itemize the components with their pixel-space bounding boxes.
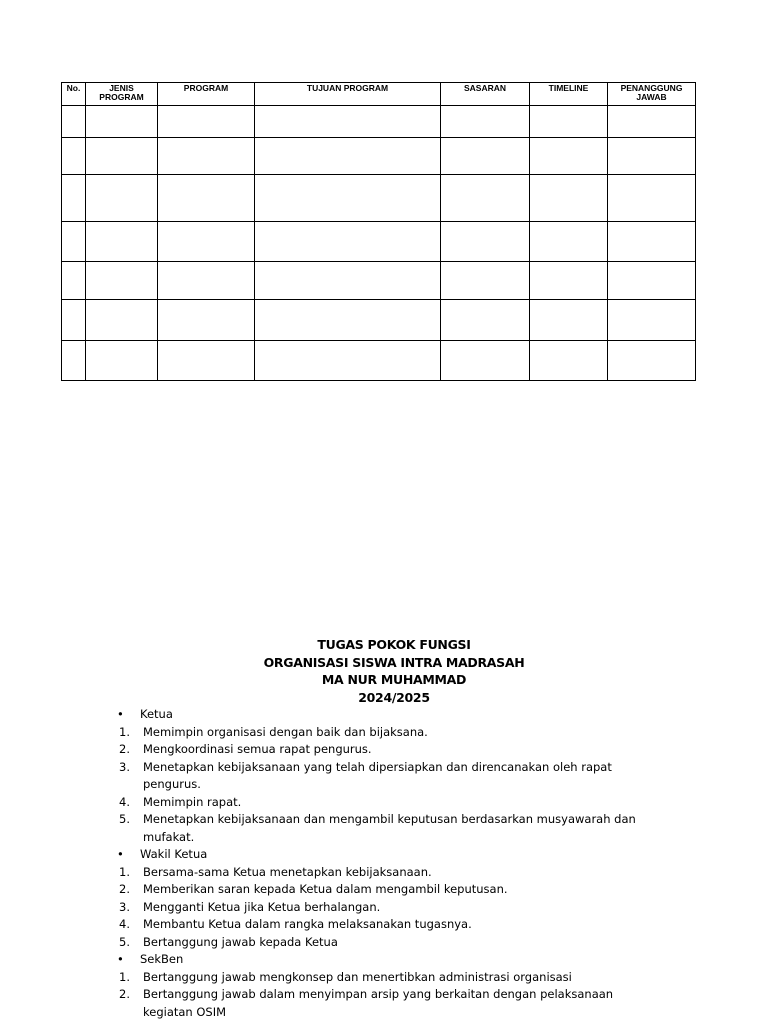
list-item (0, 986, 643, 1021)
cell-tujuan-program (255, 138, 441, 175)
item-number: 3. (119, 759, 130, 774)
table-row (62, 138, 696, 175)
cell-program (158, 222, 255, 262)
list-item (0, 969, 643, 987)
table-row (62, 106, 696, 138)
cell-sasaran (441, 106, 530, 138)
cell-jenis-program (86, 341, 158, 381)
cell-tujuan-program (255, 262, 441, 300)
role-name: SekBen (140, 952, 184, 966)
table-row (62, 300, 696, 341)
list-item (0, 916, 643, 934)
cell-sasaran (441, 262, 530, 300)
list-item (0, 864, 643, 882)
cell-sasaran (441, 300, 530, 341)
table-row (62, 175, 696, 222)
cell-tujuan-program (255, 106, 441, 138)
item-number: 2. (119, 742, 130, 756)
list-item (0, 759, 643, 794)
item-number: 5. (119, 934, 130, 949)
item-number: 2. (119, 987, 130, 1001)
cell-program (158, 300, 255, 341)
cell-no (62, 262, 86, 300)
header-penanggung-jawab: PENANGGUNG JAWAB (608, 83, 696, 106)
cell-jenis-program (86, 262, 158, 300)
cell-program (158, 106, 255, 138)
header-no: No. (62, 83, 86, 106)
role-section (0, 951, 768, 1021)
item-text: Bertanggung jawab mengkonsep dan menertibkan administrasi organisasi (143, 969, 572, 984)
document-title (0, 636, 768, 706)
list-item (0, 811, 643, 846)
cell-no (62, 222, 86, 262)
item-text: Mengkoordinasi semua rapat pengurus. (143, 742, 372, 756)
list-item (0, 741, 643, 759)
cell-timeline (530, 262, 608, 300)
header-tujuan-program: TUJUAN PROGRAM (255, 83, 441, 106)
cell-no (62, 175, 86, 222)
table-row (62, 222, 696, 262)
item-text: Bersama-sama Ketua menetapkan kebijaksanaan. (143, 864, 432, 879)
role-section (0, 846, 768, 951)
cell-penanggung-jawab (608, 106, 696, 138)
cell-no (62, 106, 86, 138)
bullet-icon: • (117, 707, 124, 721)
cell-timeline (530, 175, 608, 222)
cell-timeline (530, 138, 608, 175)
title-line-4: 2024/2025 (358, 689, 430, 705)
list-item (0, 794, 643, 812)
role-heading (0, 951, 768, 969)
cell-jenis-program (86, 175, 158, 222)
cell-program (158, 175, 255, 222)
item-number: 5. (119, 812, 130, 826)
cell-jenis-program (86, 300, 158, 341)
cell-penanggung-jawab (608, 300, 696, 341)
list-item (0, 724, 643, 742)
header-jenis-program: JENIS PROGRAM (86, 83, 158, 106)
cell-tujuan-program (255, 175, 441, 222)
cell-sasaran (441, 222, 530, 262)
header-timeline: TIMELINE (530, 83, 608, 106)
item-text: Menetapkan kebijaksanaan dan mengambil keputusan berdasarkan musyawarah dan mufakat. (143, 812, 636, 844)
title-line-1: TUGAS POKOK FUNGSI (317, 637, 471, 652)
cell-penanggung-jawab (608, 222, 696, 262)
item-text: Memimpin organisasi dengan baik dan bijaksana. (143, 724, 428, 739)
cell-no (62, 300, 86, 341)
cell-tujuan-program (255, 341, 441, 381)
table-row (62, 341, 696, 381)
bullet-icon: • (117, 847, 124, 861)
cell-tujuan-program (255, 222, 441, 262)
item-text: Membantu Ketua dalam rangka melaksanakan tugasnya. (143, 917, 472, 931)
cell-tujuan-program (255, 300, 441, 341)
item-text: Bertanggung jawab dalam menyimpan arsip yang berkaitan dengan pelaksanaan kegiatan OSIM (143, 987, 614, 1019)
cell-penanggung-jawab (608, 138, 696, 175)
cell-no (62, 341, 86, 381)
cell-jenis-program (86, 138, 158, 175)
header-sasaran: SASARAN (441, 83, 530, 106)
cell-sasaran (441, 341, 530, 381)
cell-penanggung-jawab (608, 175, 696, 222)
role-sections (0, 706, 768, 1021)
cell-timeline (530, 106, 608, 138)
title-line-2: ORGANISASI SISWA INTRA MADRASAH (263, 654, 525, 670)
cell-no (62, 138, 86, 175)
item-number: 1. (119, 724, 130, 739)
cell-jenis-program (86, 222, 158, 262)
cell-program (158, 341, 255, 381)
role-heading (0, 706, 768, 724)
cell-jenis-program (86, 106, 158, 138)
role-section (0, 706, 768, 846)
cell-program (158, 262, 255, 300)
cell-program (158, 138, 255, 175)
cell-penanggung-jawab (608, 341, 696, 381)
item-text: Bertanggung jawab kepada Ketua (143, 934, 338, 949)
role-heading (0, 846, 768, 864)
header-program: PROGRAM (158, 83, 255, 106)
cell-sasaran (441, 175, 530, 222)
table-row (62, 262, 696, 300)
role-name: Ketua (140, 707, 173, 721)
list-item (0, 934, 643, 952)
item-number: 4. (119, 794, 130, 809)
list-item (0, 881, 643, 899)
table-header-row (62, 83, 696, 106)
cell-timeline (530, 300, 608, 341)
bullet-icon: • (117, 952, 124, 966)
title-line-3: MA NUR MUHAMMAD (321, 672, 467, 687)
item-number: 1. (119, 864, 130, 879)
cell-timeline (530, 222, 608, 262)
cell-sasaran (441, 138, 530, 175)
item-text: Memimpin rapat. (143, 794, 242, 809)
item-number: 4. (119, 917, 130, 931)
item-number: 2. (119, 882, 130, 896)
program-table (61, 82, 696, 381)
item-number: 3. (119, 899, 130, 914)
tugas-pokok-document (0, 636, 768, 1021)
item-text: Menetapkan kebijaksanaan yang telah dipersiapkan dan direncanakan oleh rapat pengurus. (143, 759, 612, 791)
cell-penanggung-jawab (608, 262, 696, 300)
item-text: Memberikan saran kepada Ketua dalam mengambil keputusan. (143, 882, 508, 896)
item-number: 1. (119, 969, 130, 984)
item-text: Mengganti Ketua jika Ketua berhalangan. (143, 899, 381, 914)
role-name: Wakil Ketua (140, 847, 208, 861)
list-item (0, 899, 643, 917)
cell-timeline (530, 341, 608, 381)
